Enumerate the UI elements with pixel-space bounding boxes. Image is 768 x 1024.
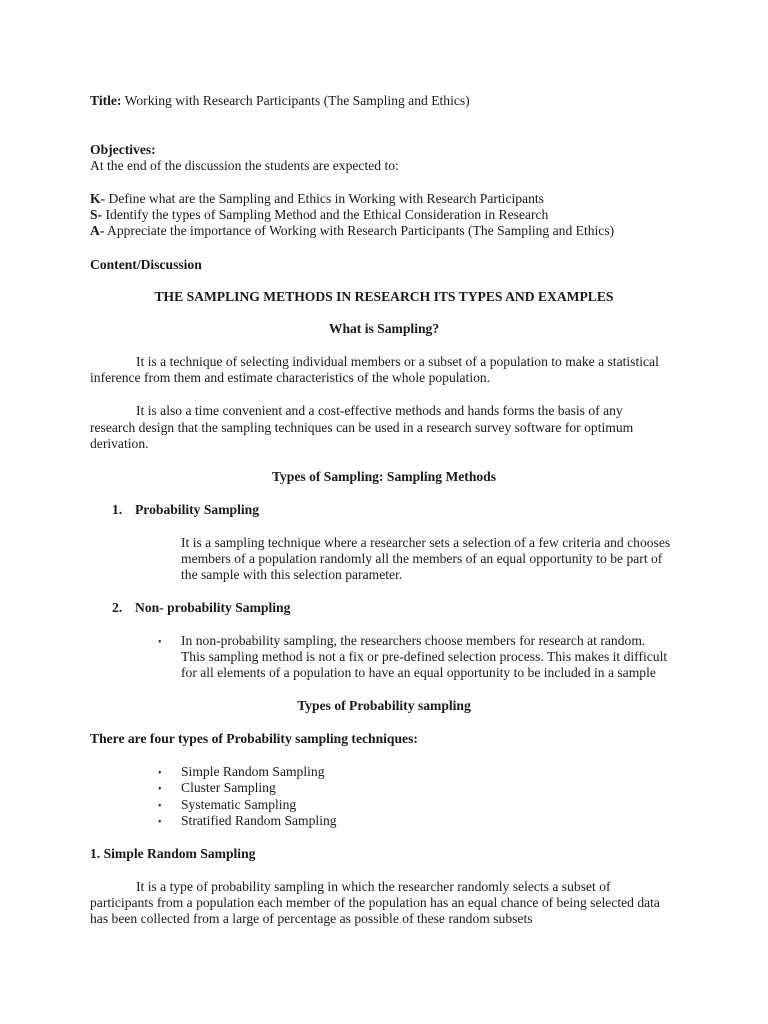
objective-text: Appreciate the importance of Working with Research Participants (The Sampling and Ethics) — [107, 223, 615, 238]
paragraph-line: It is also a time convenient and a cost-effective methods and hands forms the basis of any — [136, 403, 623, 418]
list-heading-text: Probability Sampling — [135, 502, 260, 517]
paragraph-line: for all elements of a population to have an equal opportunity to be included in a sample — [181, 665, 656, 680]
title-text: Working with Research Participants (The Sampling and Ethics) — [124, 93, 470, 108]
paragraph-line: participants from a population each member of the population has an equal chance of being selected data — [90, 895, 660, 910]
objectives-intro: At the end of the discussion the students are expected to: — [90, 158, 399, 173]
objective-letter: S- — [90, 207, 103, 222]
title-label: Title: — [90, 93, 122, 108]
main-section-heading: THE SAMPLING METHODS IN RESEARCH ITS TYPES AND EXAMPLES — [154, 289, 614, 304]
paragraph-line: members of a population randomly all the members of an equal opportunity to be part of — [181, 551, 663, 566]
list-number: 1. — [112, 502, 123, 517]
paragraph-line: inference from them and estimate characteristics of the whole population. — [90, 370, 491, 385]
objective-text: Identify the types of Sampling Method and the Ethical Consideration in Research — [105, 207, 549, 222]
bullet-icon: • — [158, 637, 162, 648]
list-heading-text: Non- probability Sampling — [135, 600, 291, 615]
paragraph-line: has been collected from a large of percentage as possible of these random subsets — [90, 911, 533, 926]
bullet-icon: • — [158, 817, 162, 828]
probability-sampling-heading — [112, 502, 259, 519]
paragraph-line: derivation. — [90, 436, 149, 451]
paragraph-line: research design that the sampling techniques can be used in a research survey software for optimum — [90, 420, 634, 435]
types-of-sampling-heading: Types of Sampling: Sampling Methods — [271, 469, 497, 484]
list-item: • Cluster Sampling — [158, 780, 276, 799]
document-title-line — [90, 93, 690, 110]
non-probability-sampling-heading — [112, 600, 290, 617]
bullet-icon: • — [158, 784, 162, 795]
paragraph-line: It is a type of probability sampling in which the researcher randomly selects a subset of — [136, 879, 611, 894]
what-is-sampling-heading: What is Sampling? — [328, 321, 440, 336]
paragraph-line: It is a sampling technique where a researcher sets a selection of a few criteria and chooses — [181, 535, 671, 550]
bullet-icon: • — [158, 801, 162, 812]
list-item: • Stratified Random Sampling — [158, 813, 337, 832]
objective-k — [90, 191, 690, 208]
list-item: • Systematic Sampling — [158, 797, 296, 816]
list-item: • Simple Random Sampling — [158, 764, 325, 783]
objective-s — [90, 207, 690, 224]
list-number: 2. — [112, 600, 123, 615]
content-discussion-heading: Content/Discussion — [90, 257, 202, 272]
objective-letter: K- — [90, 191, 106, 206]
four-types-heading: There are four types of Probability sampling techniques: — [90, 731, 418, 746]
objectives-heading: Objectives: — [90, 142, 156, 157]
paragraph-line: the sample with this selection parameter. — [181, 567, 403, 582]
objective-letter: A- — [90, 223, 105, 238]
objective-a — [90, 223, 690, 240]
types-of-probability-heading: Types of Probability sampling — [297, 698, 471, 713]
paragraph-line: It is a technique of selecting individual members or a subset of a population to make a statistical — [136, 354, 659, 369]
paragraph-line: In non-probability sampling, the researchers choose members for research at random. — [181, 633, 646, 648]
paragraph-line: This sampling method is not a fix or pre-defined selection process. This makes it difficult — [181, 649, 668, 664]
bullet-icon: • — [158, 768, 162, 779]
objective-text: Define what are the Sampling and Ethics in Working with Research Participants — [108, 191, 544, 206]
simple-random-sampling-heading: 1. Simple Random Sampling — [90, 846, 256, 861]
